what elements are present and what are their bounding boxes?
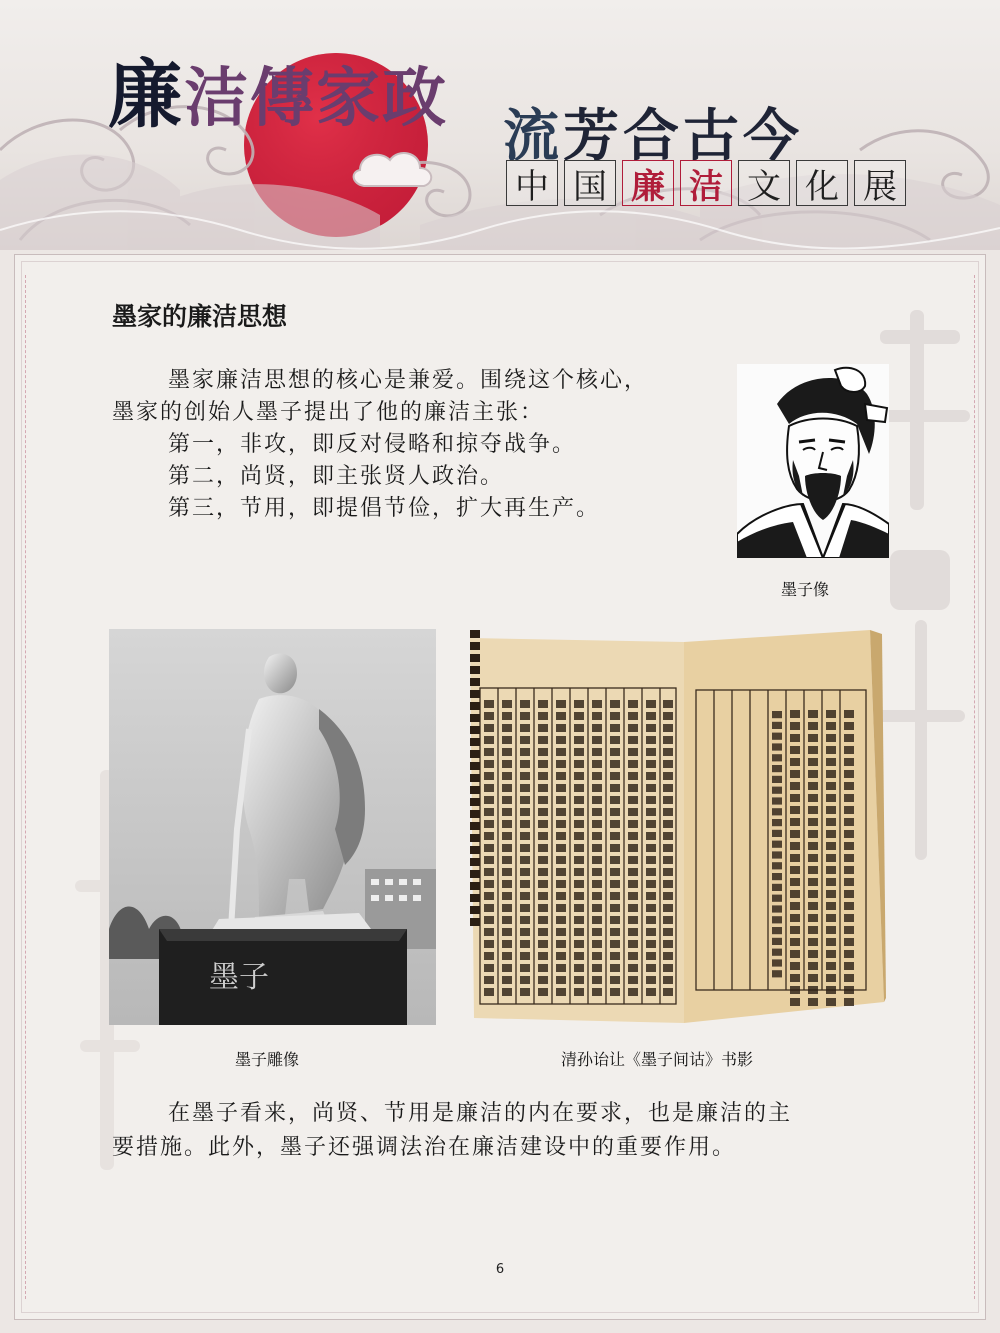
mozi-statue-photo <box>109 629 436 1025</box>
subtitle-char: 洁 <box>680 160 732 206</box>
dashed-border-left <box>25 275 26 1299</box>
subtitle-char: 廉 <box>622 160 674 206</box>
statue-inscription: 墨子 <box>209 960 269 995</box>
sub-title: 流芳合古今 <box>503 103 803 169</box>
subtitle-char: 展 <box>854 160 906 206</box>
exhibition-name <box>506 160 906 208</box>
main-title: 廉洁傳家政 <box>108 52 448 138</box>
closing-line-1: 在墨子看来，尚贤、节用是廉洁的内在要求，也是廉洁的主 <box>168 1101 793 1126</box>
subtitle-char: 文 <box>738 160 790 206</box>
intro-line-1: 墨家廉洁思想的核心是兼爱。围绕这个核心， <box>168 368 649 393</box>
book-caption: 清孙诒让《墨子间诂》书影 <box>561 1050 754 1069</box>
closing-paragraph <box>112 1097 892 1165</box>
closing-line-2: 要措施。此外，墨子还强调法治在廉洁建设中的重要作用。 <box>112 1135 737 1160</box>
subtitle-char: 国 <box>564 160 616 206</box>
portrait-caption: 墨子像 <box>781 580 830 599</box>
point-1: 第一，非攻，即反对侵略和掠夺战争。 <box>168 432 577 457</box>
point-2: 第二，尚贤，即主张贤人政治。 <box>168 464 505 489</box>
subtitle-char: 中 <box>506 160 558 206</box>
point-3: 第三，节用，即提倡节俭，扩大再生产。 <box>168 496 601 521</box>
statue-caption: 墨子雕像 <box>235 1050 300 1069</box>
section-heading: 墨家的廉洁思想 <box>112 302 288 331</box>
header-banner <box>0 0 1000 250</box>
book-photo <box>470 630 886 1023</box>
subtitle-char: 化 <box>796 160 848 206</box>
intro-line-2: 墨家的创始人墨子提出了他的廉洁主张： <box>112 400 545 425</box>
mozi-portrait-image <box>737 364 889 558</box>
page-number: 6 <box>495 1262 505 1277</box>
